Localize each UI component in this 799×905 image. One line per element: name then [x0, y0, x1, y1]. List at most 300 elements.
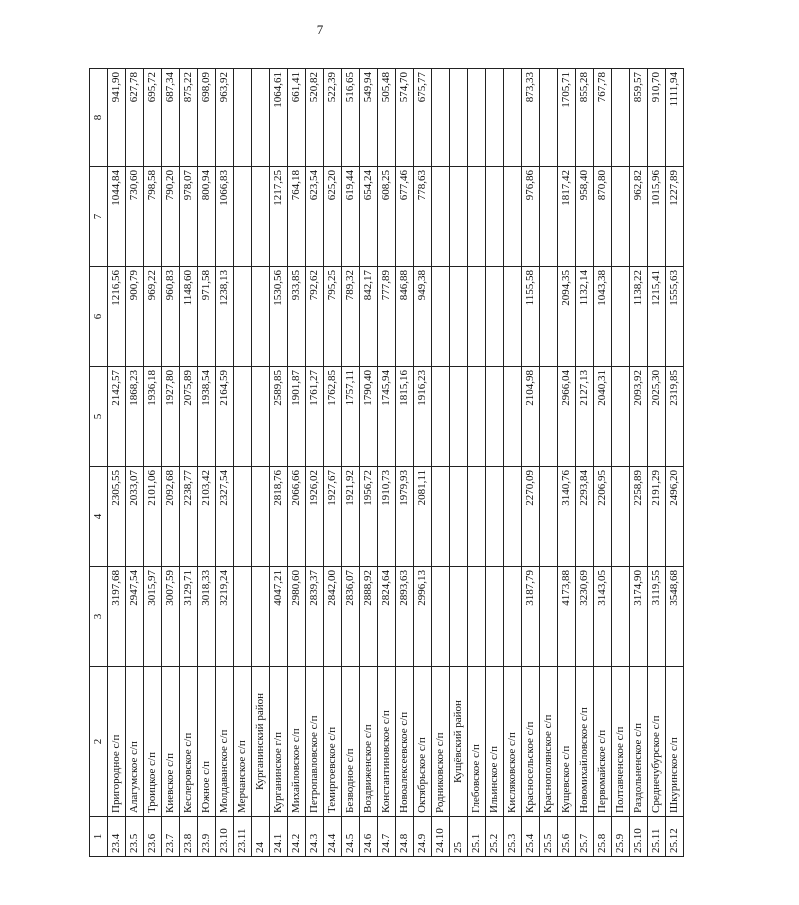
value-cell [504, 69, 522, 167]
value-cell [504, 467, 522, 567]
value-cell: 3230,69 [576, 567, 594, 667]
name-cell: Среднечубурское с/п [648, 667, 666, 817]
value-cell: 3007,59 [162, 567, 180, 667]
row-number-cell: 24.8 [396, 817, 414, 857]
row-number-cell: 24.10 [432, 817, 450, 857]
value-cell: 2040,31 [594, 367, 612, 467]
table-row [648, 69, 666, 857]
value-cell: 855,28 [576, 69, 594, 167]
value-cell [252, 69, 270, 167]
value-cell [504, 267, 522, 367]
value-cell: 3219,24 [216, 567, 234, 667]
value-cell: 1868,23 [126, 367, 144, 467]
value-cell [486, 69, 504, 167]
value-cell [234, 167, 252, 267]
value-cell: 958,40 [576, 167, 594, 267]
value-cell: 792,62 [306, 267, 324, 367]
table-row [558, 69, 576, 857]
value-cell: 1064,61 [270, 69, 288, 167]
value-cell [540, 267, 558, 367]
value-cell: 2033,07 [126, 467, 144, 567]
value-cell [432, 69, 450, 167]
value-cell: 767,78 [594, 69, 612, 167]
value-cell: 1927,67 [324, 467, 342, 567]
value-cell: 1530,56 [270, 267, 288, 367]
name-cell: Безводное с/п [342, 667, 360, 817]
value-cell: 1926,02 [306, 467, 324, 567]
value-cell [504, 167, 522, 267]
value-cell: 2836,07 [342, 567, 360, 667]
value-cell: 654,24 [360, 167, 378, 267]
value-cell: 969,22 [144, 267, 162, 367]
value-cell: 1817,42 [558, 167, 576, 267]
name-cell: Киевское с/п [162, 667, 180, 817]
value-cell: 1111,94 [666, 69, 684, 167]
row-number-cell: 25.5 [540, 817, 558, 857]
value-cell: 2025,30 [648, 367, 666, 467]
value-cell: 687,34 [162, 69, 180, 167]
row-number-cell: 24.7 [378, 817, 396, 857]
column-header: 5 [90, 367, 108, 467]
name-cell: Михайловское с/п [288, 667, 306, 817]
table-row [108, 69, 126, 857]
value-cell [486, 567, 504, 667]
table-row [522, 69, 540, 857]
value-cell [540, 69, 558, 167]
value-cell: 1921,92 [342, 467, 360, 567]
value-cell [612, 367, 630, 467]
row-number-cell: 25.8 [594, 817, 612, 857]
value-cell: 2327,54 [216, 467, 234, 567]
value-cell [486, 467, 504, 567]
value-cell [234, 467, 252, 567]
value-cell: 1555,63 [666, 267, 684, 367]
value-cell: 1015,96 [648, 167, 666, 267]
value-cell: 677,46 [396, 167, 414, 267]
value-cell: 695,72 [144, 69, 162, 167]
value-cell [612, 69, 630, 167]
value-cell: 619,44 [342, 167, 360, 267]
row-number-cell: 25.6 [558, 817, 576, 857]
value-cell: 1761,27 [306, 367, 324, 467]
value-cell: 2103,42 [198, 467, 216, 567]
name-cell: Кеслеровское с/п [180, 667, 198, 817]
name-cell: Константиновское с/п [378, 667, 396, 817]
value-cell [432, 467, 450, 567]
value-cell: 2839,37 [306, 567, 324, 667]
column-header: 3 [90, 567, 108, 667]
value-cell: 1956,72 [360, 467, 378, 567]
column-header: 8 [90, 69, 108, 167]
name-cell: Ильинское с/п [486, 667, 504, 817]
value-cell: 2092,68 [162, 467, 180, 567]
table-row [468, 69, 486, 857]
value-cell: 900,79 [126, 267, 144, 367]
value-cell: 976,86 [522, 167, 540, 267]
value-cell: 2191,29 [648, 467, 666, 567]
column-header: 4 [90, 467, 108, 567]
value-cell: 520,82 [306, 69, 324, 167]
value-cell: 1815,16 [396, 367, 414, 467]
value-cell: 1043,38 [594, 267, 612, 367]
row-number-cell: 23.5 [126, 817, 144, 857]
value-cell: 870,80 [594, 167, 612, 267]
page-number: 7 [316, 22, 324, 37]
name-cell: Красносельское с/п [522, 667, 540, 817]
value-cell: 1927,80 [162, 367, 180, 467]
table-row [378, 69, 396, 857]
name-cell: Полтавченское с/п [612, 667, 630, 817]
value-cell: 2842,00 [324, 567, 342, 667]
value-cell [612, 167, 630, 267]
value-cell: 2888,92 [360, 567, 378, 667]
value-cell: 1757,11 [342, 367, 360, 467]
value-cell [468, 367, 486, 467]
value-cell [468, 167, 486, 267]
value-cell [450, 267, 468, 367]
value-cell: 698,09 [198, 69, 216, 167]
value-cell [252, 567, 270, 667]
value-cell: 516,65 [342, 69, 360, 167]
value-cell: 859,57 [630, 69, 648, 167]
value-cell: 522,39 [324, 69, 342, 167]
table-row [180, 69, 198, 857]
value-cell: 800,94 [198, 167, 216, 267]
table-row [414, 69, 432, 857]
value-cell: 1901,87 [288, 367, 306, 467]
value-cell [234, 267, 252, 367]
name-cell: Курганинское г/п [270, 667, 288, 817]
row-number-cell: 24.3 [306, 817, 324, 857]
value-cell: 842,17 [360, 267, 378, 367]
row-number-cell: 25.11 [648, 817, 666, 857]
value-cell [540, 567, 558, 667]
value-cell [468, 69, 486, 167]
value-cell: 1215,41 [648, 267, 666, 367]
row-number-cell: 24.1 [270, 817, 288, 857]
value-cell: 3197,68 [108, 567, 126, 667]
value-cell: 2947,54 [126, 567, 144, 667]
row-number-cell: 25.9 [612, 817, 630, 857]
column-header: 7 [90, 167, 108, 267]
value-cell: 2075,89 [180, 367, 198, 467]
row-number-cell: 23.10 [216, 817, 234, 857]
table-row [234, 69, 252, 857]
table-row [396, 69, 414, 857]
value-cell: 3174,90 [630, 567, 648, 667]
value-cell: 978,07 [180, 167, 198, 267]
value-cell [252, 467, 270, 567]
value-cell [612, 567, 630, 667]
name-cell: Воздвиженское с/п [360, 667, 378, 817]
value-cell: 1132,14 [576, 267, 594, 367]
value-cell: 963,92 [216, 69, 234, 167]
name-cell: Родниковское с/п [432, 667, 450, 817]
row-number-cell: 25.1 [468, 817, 486, 857]
value-cell [450, 167, 468, 267]
value-cell: 777,89 [378, 267, 396, 367]
row-number-cell: 24.5 [342, 817, 360, 857]
column-header: 6 [90, 267, 108, 367]
row-number-cell: 24.4 [324, 817, 342, 857]
row-number-cell: 23.11 [234, 817, 252, 857]
value-cell: 549,94 [360, 69, 378, 167]
value-cell [234, 367, 252, 467]
value-cell [468, 267, 486, 367]
value-cell [234, 567, 252, 667]
table-row [288, 69, 306, 857]
value-cell: 623,54 [306, 167, 324, 267]
value-cell: 846,88 [396, 267, 414, 367]
table-row [252, 69, 270, 857]
value-cell: 2980,60 [288, 567, 306, 667]
table-row [270, 69, 288, 857]
value-cell: 2081,11 [414, 467, 432, 567]
value-cell: 798,58 [144, 167, 162, 267]
name-cell: Октябрьское с/п [414, 667, 432, 817]
table-body [108, 69, 684, 857]
name-cell: Первомайское с/п [594, 667, 612, 817]
value-cell: 2101,06 [144, 467, 162, 567]
value-cell [486, 267, 504, 367]
name-cell: Раздольненское с/п [630, 667, 648, 817]
value-cell: 3140,76 [558, 467, 576, 567]
value-cell: 875,22 [180, 69, 198, 167]
value-cell: 3129,71 [180, 567, 198, 667]
value-cell [504, 367, 522, 467]
value-cell: 625,20 [324, 167, 342, 267]
value-cell: 1745,94 [378, 367, 396, 467]
row-number-cell: 25.7 [576, 817, 594, 857]
row-number-cell: 25.12 [666, 817, 684, 857]
value-cell: 1705,71 [558, 69, 576, 167]
value-cell: 574,70 [396, 69, 414, 167]
name-cell: Петропавловское с/п [306, 667, 324, 817]
value-cell: 1138,22 [630, 267, 648, 367]
value-cell: 962,82 [630, 167, 648, 267]
value-cell: 2094,35 [558, 267, 576, 367]
row-number-cell: 25 [450, 817, 468, 857]
value-cell: 505,48 [378, 69, 396, 167]
table-row [216, 69, 234, 857]
value-cell: 1938,54 [198, 367, 216, 467]
value-cell: 3187,79 [522, 567, 540, 667]
value-cell: 1066,83 [216, 167, 234, 267]
value-cell: 778,63 [414, 167, 432, 267]
table-row [324, 69, 342, 857]
value-cell: 2270,09 [522, 467, 540, 567]
column-header: 1 [90, 817, 108, 857]
tariff-table [89, 68, 684, 857]
value-cell: 795,25 [324, 267, 342, 367]
table-row [144, 69, 162, 857]
value-cell: 2824,64 [378, 567, 396, 667]
value-cell: 1979,93 [396, 467, 414, 567]
table-row [432, 69, 450, 857]
row-number-cell: 24.9 [414, 817, 432, 857]
value-cell: 2164,59 [216, 367, 234, 467]
value-cell: 873,33 [522, 69, 540, 167]
value-cell [612, 267, 630, 367]
value-cell: 764,18 [288, 167, 306, 267]
value-cell [612, 467, 630, 567]
row-number-cell: 24 [252, 817, 270, 857]
value-cell [486, 167, 504, 267]
row-number-cell: 25.2 [486, 817, 504, 857]
name-cell: Алагумское с/п [126, 667, 144, 817]
value-cell: 1044,84 [108, 167, 126, 267]
value-cell: 790,20 [162, 167, 180, 267]
value-cell: 933,85 [288, 267, 306, 367]
column-header: 2 [90, 667, 108, 817]
value-cell [486, 367, 504, 467]
value-cell: 2319,85 [666, 367, 684, 467]
value-cell: 2966,04 [558, 367, 576, 467]
value-cell: 1762,85 [324, 367, 342, 467]
name-cell: Новомихайловское с/п [576, 667, 594, 817]
value-cell: 2305,55 [108, 467, 126, 567]
value-cell: 1910,73 [378, 467, 396, 567]
value-cell: 1936,18 [144, 367, 162, 467]
table-row [198, 69, 216, 857]
row-number-cell: 23.8 [180, 817, 198, 857]
table-row [306, 69, 324, 857]
value-cell: 1148,60 [180, 267, 198, 367]
table-row [540, 69, 558, 857]
value-cell: 2142,57 [108, 367, 126, 467]
value-cell: 675,77 [414, 69, 432, 167]
value-cell: 1238,13 [216, 267, 234, 367]
row-number-cell: 25.3 [504, 817, 522, 857]
value-cell: 971,58 [198, 267, 216, 367]
value-cell: 3015,97 [144, 567, 162, 667]
value-cell: 2258,89 [630, 467, 648, 567]
table-row [342, 69, 360, 857]
table-row [126, 69, 144, 857]
name-cell: Кущевское с/п [558, 667, 576, 817]
value-cell [432, 267, 450, 367]
value-cell [252, 167, 270, 267]
value-cell [432, 167, 450, 267]
name-cell: Шкуринское с/п [666, 667, 684, 817]
name-cell: Мерчанское с/п [234, 667, 252, 817]
value-cell: 3119,55 [648, 567, 666, 667]
row-number-cell: 23.4 [108, 817, 126, 857]
value-cell: 730,60 [126, 167, 144, 267]
row-number-cell: 25.10 [630, 817, 648, 857]
name-cell: Краснополянское с/п [540, 667, 558, 817]
table-row [576, 69, 594, 857]
row-number-cell: 23.7 [162, 817, 180, 857]
value-cell: 2496,20 [666, 467, 684, 567]
value-cell: 1216,56 [108, 267, 126, 367]
value-cell: 608,25 [378, 167, 396, 267]
value-cell: 2066,66 [288, 467, 306, 567]
value-cell [468, 467, 486, 567]
table-row [504, 69, 522, 857]
row-number-cell: 24.6 [360, 817, 378, 857]
table-row [360, 69, 378, 857]
row-number-cell: 25.4 [522, 817, 540, 857]
value-cell [450, 367, 468, 467]
value-cell: 2893,63 [396, 567, 414, 667]
row-number-cell: 24.2 [288, 817, 306, 857]
value-cell [252, 267, 270, 367]
value-cell [540, 367, 558, 467]
value-cell: 949,38 [414, 267, 432, 367]
value-cell: 2589,85 [270, 367, 288, 467]
value-cell [450, 567, 468, 667]
table-row [612, 69, 630, 857]
table-row [630, 69, 648, 857]
row-number-cell: 23.9 [198, 817, 216, 857]
value-cell: 1790,40 [360, 367, 378, 467]
value-cell [450, 467, 468, 567]
name-cell: Троицкое с/п [144, 667, 162, 817]
value-cell: 910,70 [648, 69, 666, 167]
value-cell: 2996,13 [414, 567, 432, 667]
value-cell: 661,41 [288, 69, 306, 167]
value-cell: 2127,13 [576, 367, 594, 467]
value-cell [252, 367, 270, 467]
name-cell: Новоалексеевское с/п [396, 667, 414, 817]
value-cell [234, 69, 252, 167]
value-cell: 2238,77 [180, 467, 198, 567]
value-cell: 2104,98 [522, 367, 540, 467]
value-cell: 1916,23 [414, 367, 432, 467]
value-cell: 3018,33 [198, 567, 216, 667]
value-cell: 2093,92 [630, 367, 648, 467]
name-cell: Курганинский район [252, 667, 270, 817]
value-cell: 2818,76 [270, 467, 288, 567]
value-cell: 960,83 [162, 267, 180, 367]
value-cell: 627,78 [126, 69, 144, 167]
rotated-table-container [89, 69, 799, 857]
name-cell: Южное с/п [198, 667, 216, 817]
value-cell [540, 167, 558, 267]
value-cell: 2293,84 [576, 467, 594, 567]
value-cell [540, 467, 558, 567]
value-cell [450, 69, 468, 167]
table-row [666, 69, 684, 857]
value-cell [432, 567, 450, 667]
value-cell [432, 367, 450, 467]
table-row [450, 69, 468, 857]
value-cell [468, 567, 486, 667]
value-cell: 941,90 [108, 69, 126, 167]
table-row [162, 69, 180, 857]
table-row [594, 69, 612, 857]
name-cell: Молдаванское с/п [216, 667, 234, 817]
name-cell: Темиргоевское с/п [324, 667, 342, 817]
name-cell: Кущёвский район [450, 667, 468, 817]
value-cell: 789,32 [342, 267, 360, 367]
value-cell: 1155,58 [522, 267, 540, 367]
value-cell: 3143,05 [594, 567, 612, 667]
name-cell: Пригородное с/п [108, 667, 126, 817]
name-cell: Кисляковское с/п [504, 667, 522, 817]
value-cell: 2206,95 [594, 467, 612, 567]
name-cell: Глебовское с/п [468, 667, 486, 817]
value-cell: 1217,25 [270, 167, 288, 267]
table-row [486, 69, 504, 857]
header-row [90, 69, 108, 857]
value-cell: 3548,68 [666, 567, 684, 667]
value-cell: 4047,21 [270, 567, 288, 667]
value-cell: 4173,88 [558, 567, 576, 667]
value-cell [504, 567, 522, 667]
row-number-cell: 23.6 [144, 817, 162, 857]
